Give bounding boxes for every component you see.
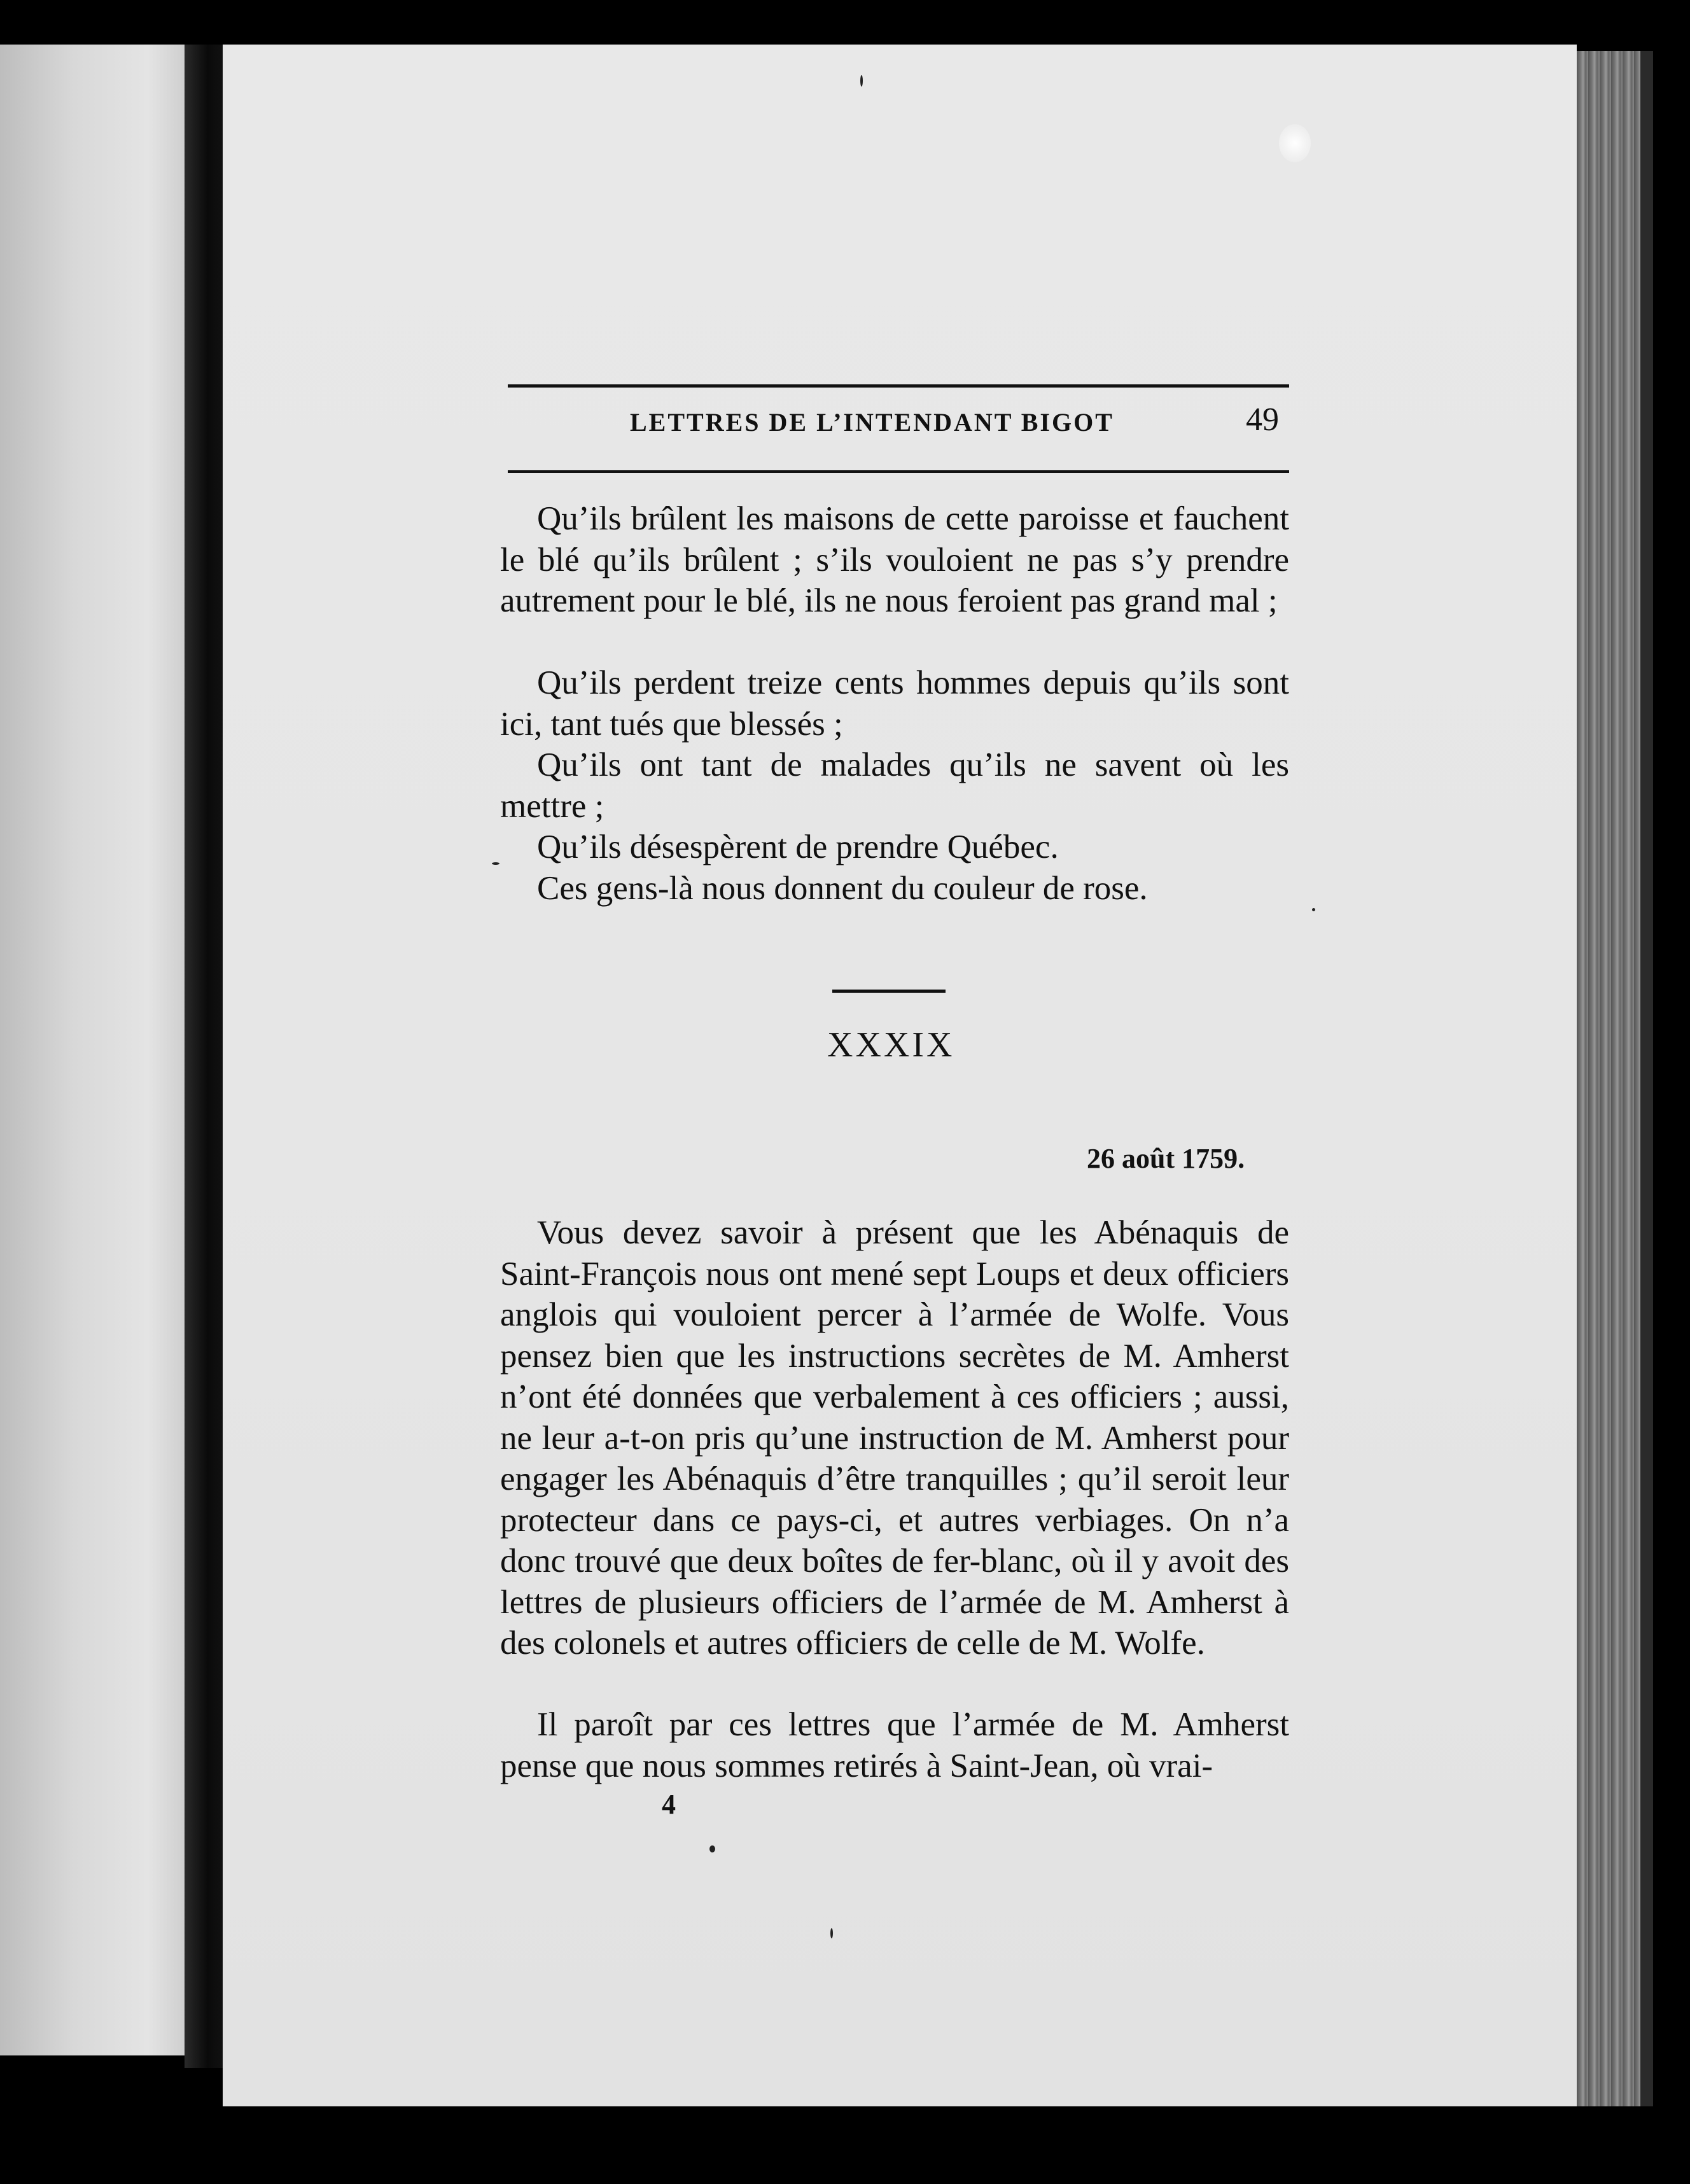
paragraph: Qu’ils brûlent les maisons de cette paroisse et fauchent le blé qu’ils brûlent ; s’ils vouloient ne pas s’y prendre autrement pour le blé, ils ne nous feroient pas grand mal ; — [500, 500, 1289, 619]
letter-paragraph: Vous devez savoir à présent que les Abénaquis de Saint-François nous ont mené sept Loups et deux officiers anglois qui vouloient percer à l’armée de Wolfe. Vous pensez bien que les instructions secrètes de M. Amherst n’ont été données que verbalement à ces officiers ; aussi, ne leur a-t-on pris qu’une instruction de M. Amherst pour engager les Abénaquis d’être tranquilles ; qu’il seroit leur protecteur dans ce pays-ci, et autres verbiages. On n’a donc trouvé que deux boîtes de fer-blanc, où il y avoit des lettres de plusieurs officiers de l’armée de M. Amherst à des colonels et autres officiers de celle de M. Wolfe. — [500, 1214, 1289, 1662]
paragraph: Qu’ils perdent treize cents hommes depuis qu’ils sont ici, tant tués que blessés ; — [500, 664, 1289, 743]
scan-speck — [860, 75, 863, 87]
book-fore-edge — [1640, 51, 1653, 2106]
header-rule-top — [508, 384, 1289, 388]
running-title: LETTRES DE L’INTENDANT BIGOT — [630, 408, 1114, 437]
paragraph: Ces gens-là nous donnent du couleur de rose. — [537, 870, 1148, 907]
letter-date: 26 août 1759. — [1087, 1143, 1245, 1174]
header-rule-bottom — [508, 470, 1289, 473]
scan-speck — [492, 862, 499, 865]
book-page — [223, 45, 1577, 2106]
book-gutter — [185, 45, 223, 2068]
scan-speck — [1312, 908, 1315, 911]
page-stack-edges — [1577, 51, 1640, 2106]
scan-speck — [830, 1928, 833, 1938]
section-separator — [832, 990, 946, 993]
paragraph: Qu’ils désespèrent de prendre Québec. — [537, 829, 1059, 865]
scan-speck — [709, 1845, 715, 1852]
signature-mark: 4 — [662, 1789, 676, 1820]
letter-paragraph: Il paroît par ces lettres que l’armée de M. Amherst pense que nous sommes retirés à Saint-Jean, où vrai- — [500, 1706, 1289, 1784]
paragraph: Qu’ils ont tant de malades qu’ils ne savent où les mettre ; — [500, 746, 1289, 825]
letter-number: XXXIX — [827, 1025, 955, 1065]
scan-glare — [1279, 124, 1311, 162]
previous-page-edge — [0, 45, 185, 2055]
page-number: 49 — [1246, 402, 1279, 438]
